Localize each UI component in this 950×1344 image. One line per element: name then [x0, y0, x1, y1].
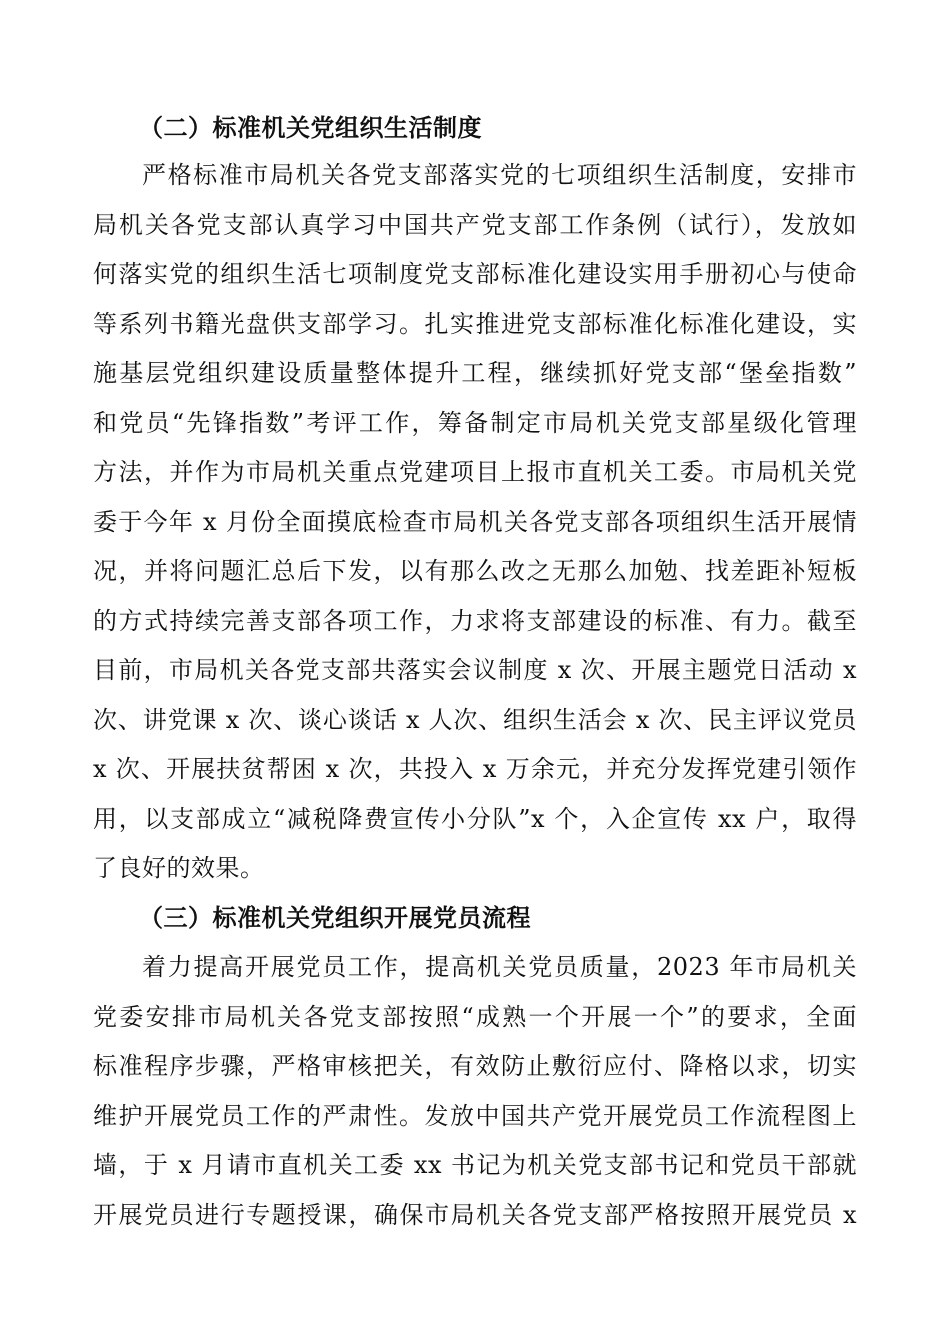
paragraph-line: 用，以支部成立“减税降费宣传小分队”x 个，入企宣传 xx 户，取得 — [93, 805, 857, 833]
section-heading-3: （三）标准机关党组织开展党员流程 — [139, 904, 531, 932]
paragraph-line: 次、讲党课 x 次、谈心谈话 x 人次、组织生活会 x 次、民主评议党员 — [93, 706, 857, 734]
paragraph-line: 方法，并作为市局机关重点党建项目上报市直机关工委。市局机关党 — [93, 458, 857, 486]
paragraph-line: 局机关各党支部认真学习中国共产党支部工作条例（试行），发放如 — [93, 211, 857, 239]
paragraph-line: 何落实党的组织生活七项制度党支部标准化建设实用手册初心与使命 — [93, 260, 857, 288]
paragraph-line: 标准程序步骤，严格审核把关，有效防止敷衍应付、降格以求，切实 — [93, 1052, 857, 1080]
paragraph-line: 目前，市局机关各党支部共落实会议制度 x 次、开展主题党日活动 x — [93, 656, 857, 684]
paragraph-line: 施基层党组织建设质量整体提升工程，继续抓好党支部“堡垒指数” — [93, 359, 857, 387]
paragraph-line: 了良好的效果。 — [93, 854, 265, 882]
paragraph-line: 的方式持续完善支部各项工作，力求将支部建设的标准、有力。截至 — [93, 607, 857, 635]
paragraph-line: 严格标准市局机关各党支部落实党的七项组织生活制度，安排市 — [142, 161, 857, 189]
paragraph-line: 墙，于 x 月请市直机关工委 xx 书记为机关党支部书记和党员干部就 — [93, 1151, 857, 1179]
paragraph-line: 维护开展党员工作的严肃性。发放中国共产党开展党员工作流程图上 — [93, 1102, 857, 1130]
paragraph-line: x 次、开展扶贫帮困 x 次，共投入 x 万余元，并充分发挥党建引领作 — [93, 755, 857, 783]
paragraph-line: 和党员“先锋指数”考评工作，筹备制定市局机关党支部星级化管理 — [93, 409, 857, 437]
paragraph-line: 开展党员进行专题授课，确保市局机关各党支部严格按照开展党员 x — [93, 1201, 857, 1229]
paragraph-line: 况，并将问题汇总后下发，以有那么改之无那么加勉、找差距补短板 — [93, 557, 857, 585]
paragraph-line: 着力提高开展党员工作，提高机关党员质量，2023 年市局机关 — [142, 953, 857, 981]
paragraph-line: 委于今年 x 月份全面摸底检查市局机关各党支部各项组织生活开展情 — [93, 508, 857, 536]
paragraph-line: 等系列书籍光盘供支部学习。扎实推进党支部标准化标准化建设，实 — [93, 310, 857, 338]
section-heading-2: （二）标准机关党组织生活制度 — [139, 114, 482, 142]
paragraph-line: 党委安排市局机关各党支部按照“成熟一个开展一个”的要求，全面 — [93, 1003, 857, 1031]
